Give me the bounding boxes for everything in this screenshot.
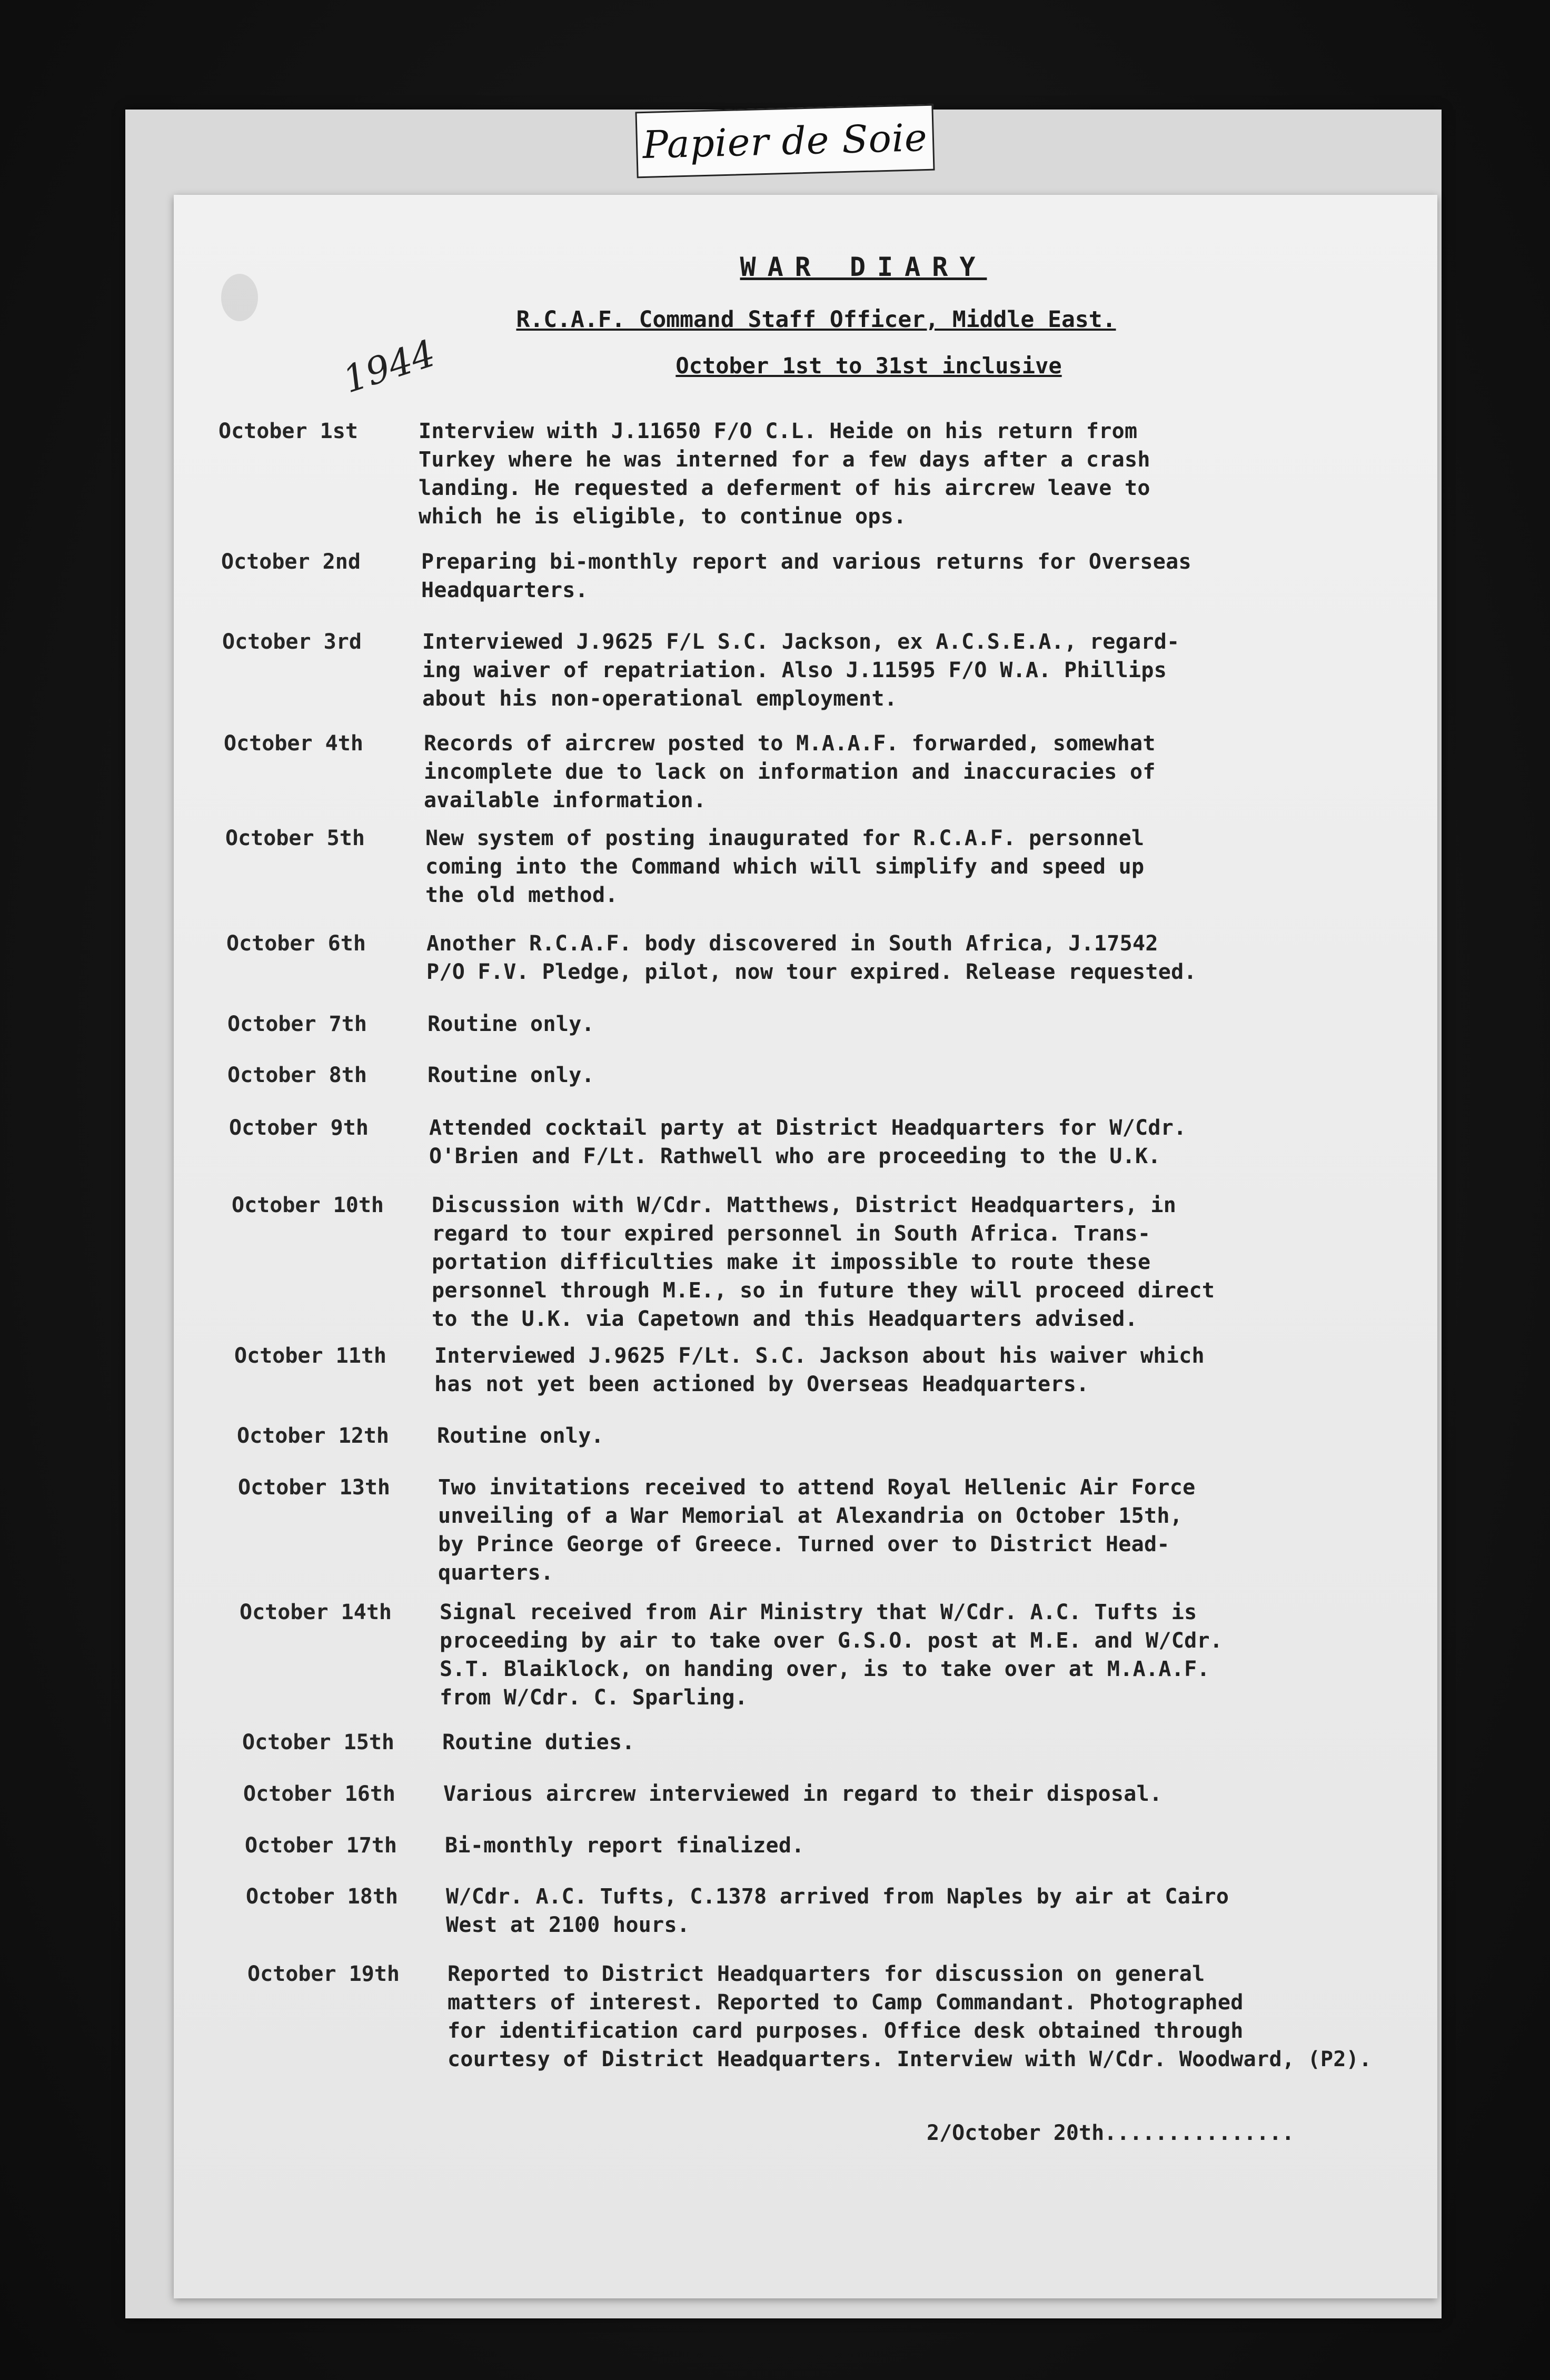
entry-date: October 19th — [247, 1962, 400, 1986]
entry-date: October 5th — [225, 826, 365, 850]
entry-text: Routine only. — [428, 1063, 594, 1087]
entry-date: October 8th — [227, 1063, 367, 1087]
entry-text: Attended cocktail party at District Headquarters for W/Cdr. O'Brien and F/Lt. Rathwell who are proceeding to the U.K. — [429, 1116, 1187, 1168]
diary-entry — [227, 1010, 1417, 1038]
entry-text: Signal received from Air Ministry that W/Cdr. A.C. Tufts is proceeding by air to take over G.S.O. post at M.E. and W/Cdr. S.T. Blaiklock, on handing over, is to take over at M.A.A.F. from W/Cdr. C. Sparling. — [440, 1600, 1223, 1710]
document-period: October 1st to 31st inclusive — [675, 353, 1062, 379]
diary-entry — [227, 1061, 1417, 1089]
document-subtitle: R.C.A.F. Command Staff Officer, Middle East. — [516, 306, 1116, 333]
diary-entry — [221, 548, 1411, 604]
entry-text: Another R.C.A.F. body discovered in South Africa, J.17542 P/O F.V. Pledge, pilot, now tour expired. Release requested. — [426, 931, 1197, 984]
entry-date: October 4th — [224, 731, 363, 756]
entry-date: October 10th — [232, 1193, 384, 1217]
diary-entry — [222, 628, 1412, 713]
entry-date: October 2nd — [221, 550, 361, 574]
page-reference: 2/October 20th............... — [927, 2121, 1295, 2145]
entry-text: W/Cdr. A.C. Tufts, C.1378 arrived from Naples by air at Cairo West at 2100 hours. — [446, 1885, 1229, 1937]
entry-date: October 17th — [245, 1833, 397, 1858]
diary-entry — [240, 1598, 1429, 1712]
diary-entry — [247, 1960, 1437, 2074]
entry-date: October 6th — [226, 931, 366, 956]
handwritten-year: 1944 — [337, 331, 441, 402]
entry-date: October 7th — [227, 1012, 367, 1036]
entry-text: Various aircrew interviewed in regard to their disposal. — [443, 1782, 1162, 1806]
entry-date: October 14th — [240, 1600, 392, 1624]
diary-entry — [242, 1728, 1432, 1757]
entry-date: October 12th — [237, 1424, 389, 1448]
entry-text: Routine only. — [437, 1424, 604, 1448]
diary-entry — [218, 417, 1408, 531]
entry-text: Interview with J.11650 F/O C.L. Heide on his return from Turkey where he was interned for a few days after a crash landing. He requested a deferment of his aircrew leave to which he is eligible, to continue ops. — [419, 419, 1150, 529]
diary-entry — [243, 1780, 1433, 1808]
document-title: WAR DIARY — [740, 252, 987, 282]
entry-text: Interviewed J.9625 F/Lt. S.C. Jackson about his waiver which has not yet been actioned by Overseas Headquarters. — [434, 1344, 1205, 1396]
diary-entry — [226, 929, 1416, 986]
entry-text: Two invitations received to attend Royal Hellenic Air Force unveiling of a War Memorial at Alexandria on October 15th, by Prince George of Greece. Turned over to District Head- quarters. — [438, 1475, 1196, 1585]
entry-text: New system of posting inaugurated for R.C.A.F. personnel coming into the Command which will simplify and speed up the old method. — [425, 826, 1145, 907]
entry-text: Reported to District Headquarters for discussion on general matters of interest. Reported to Camp Commandant. Photographed for identification card purposes. Office desk obtained through courtesy of District Headquarters. Interview with W/Cdr. Woodward, (P2). — [448, 1962, 1372, 2071]
entry-date: October 16th — [243, 1782, 395, 1806]
entry-date: October 1st — [218, 419, 358, 443]
diary-entry — [232, 1191, 1422, 1333]
entry-text: Interviewed J.9625 F/L S.C. Jackson, ex A.C.S.E.A., regard- ing waiver of repatriation. Also J.11595 F/O W.A. Phillips about his non-operational employment. — [422, 630, 1180, 711]
entry-text: Discussion with W/Cdr. Matthews, District Headquarters, in regard to tour expired personnel in South Africa. Trans- portation difficulties make it impossible to route these personnel through M.E., so in future they will proceed direct to the U.K. via Capetown and this Headquarters advised. — [432, 1193, 1215, 1331]
entry-text: Bi-monthly report finalized. — [445, 1833, 804, 1858]
diary-entry — [225, 824, 1415, 909]
diary-entry — [224, 729, 1414, 815]
diary-entry — [229, 1114, 1419, 1171]
entry-date: October 15th — [242, 1730, 394, 1754]
entry-date: October 13th — [238, 1475, 390, 1500]
entry-date: October 11th — [234, 1344, 386, 1368]
entry-text: Routine only. — [428, 1012, 594, 1036]
diary-entry — [238, 1473, 1428, 1587]
entry-date: October 18th — [246, 1885, 398, 1909]
diary-entry — [246, 1882, 1436, 1939]
entry-date: October 9th — [229, 1116, 369, 1140]
diary-entry — [245, 1831, 1435, 1860]
entry-text: Preparing bi-monthly report and various returns for Overseas Headquarters. — [421, 550, 1191, 602]
diary-entry — [237, 1422, 1427, 1450]
entry-text: Routine duties. — [442, 1730, 635, 1754]
diary-entry — [234, 1342, 1424, 1399]
entry-date: October 3rd — [222, 630, 362, 654]
label-text: Papier de Soie — [642, 115, 928, 167]
entry-text: Records of aircrew posted to M.A.A.F. forwarded, somewhat incomplete due to lack on information and inaccuracies of available information. — [424, 731, 1156, 812]
